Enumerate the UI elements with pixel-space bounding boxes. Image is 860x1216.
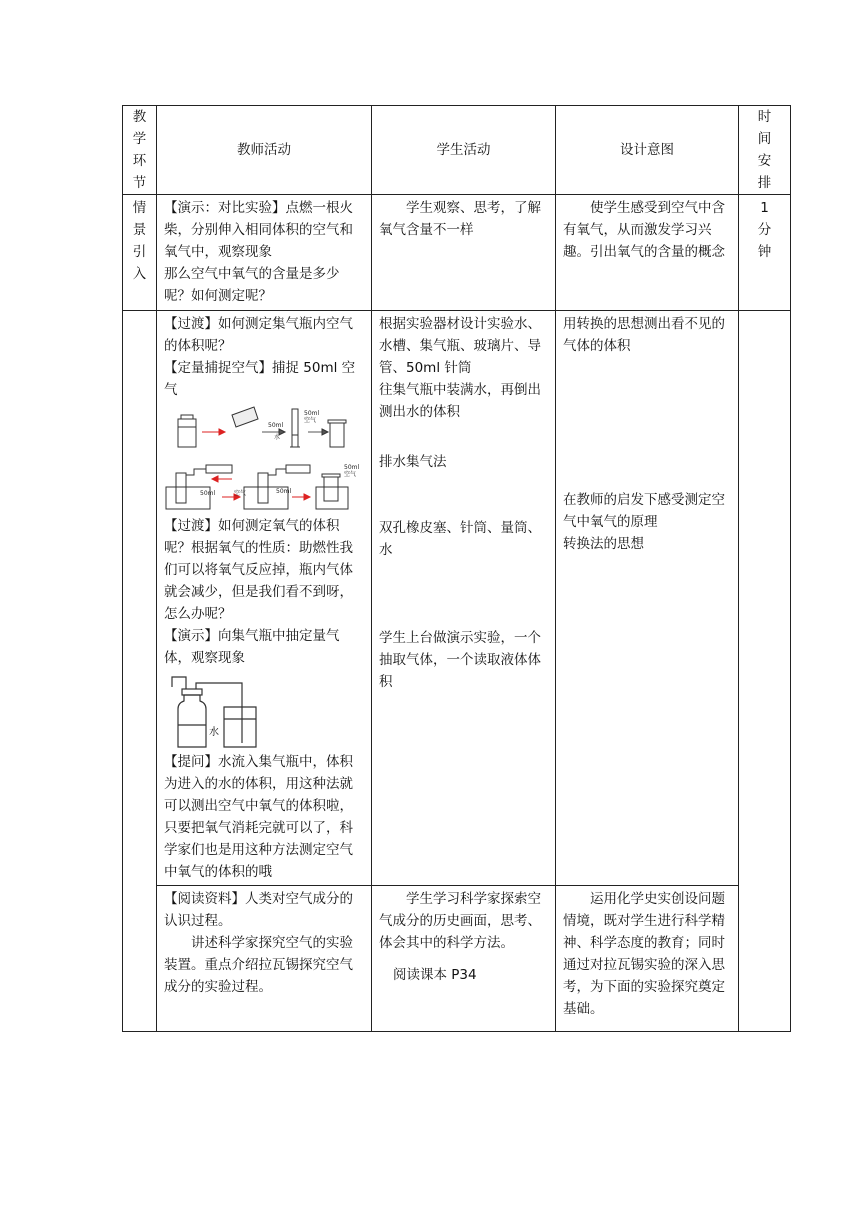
student-intro: 学生观察、思考，了解氧气含量不一样 (372, 195, 556, 311)
student-explore: 根据实验器材设计实验水、水槽、集气瓶、玻璃片、导管、50ml 针筒 往集气瓶中装满水，再倒出测出水的体积 排水集气法 双孔橡皮塞、针筒、量筒、水 学生上台做演示实验，一个抽取气体，一个读取液体体积 (372, 311, 556, 886)
teacher-intro: 【演示：对比实验】点燃一根火柴，分别伸入相同体积的空气和氧气中，观察现象 那么空气中氧气的含量是多少呢？如何测定呢？ (157, 195, 372, 311)
fig2-air-label: 空气 (234, 490, 247, 497)
stage-explore (123, 311, 157, 1032)
row-explore (123, 311, 791, 886)
header-time: 时 间 安 排 (739, 106, 791, 195)
gas-extraction-apparatus-figure (164, 673, 260, 749)
intent-intro: 使学生感受到空气中含有氧气，从而激发学习兴趣。引出氧气的含量的概念 (556, 195, 739, 311)
header-student: 学生活动 (372, 106, 556, 195)
row-intro (123, 195, 791, 311)
fig1-volume-label-2: 50ml (304, 410, 320, 417)
row-reading (123, 886, 791, 1032)
time-explore (739, 311, 791, 1032)
lesson-plan-table (122, 105, 791, 1032)
header-teacher: 教师活动 (157, 106, 372, 195)
time-intro: 1 分 钟 (739, 195, 791, 311)
fig1-volume-label: 50ml (268, 422, 284, 429)
intent-reading: 运用化学史实创设问题情境，既对学生进行科学精神、科学态度的教育；同时通过对拉瓦锡实验的深入思考，为下面的实验探究奠定基础。 (556, 886, 739, 1032)
intent-explore: 用转换的思想测出看不见的气体的体积 在教师的启发下感受测定空气中氧气的原理 转换法的思想 (556, 311, 739, 886)
teacher-explore: 【过渡】如何测定集气瓶内空气的体积呢？ 【定量捕捉空气】捕捉 50ml 空气 50ml 水 50ml 空气 50ml 空气 50ml 50ml 空气 【过渡】如何测定氧气的体积呢？根据氧气的性质：助燃性我们可以将氧气反应掉，瓶内气体就会减少，但是我们看不到呀，怎么办呢？ 【演示】向集气瓶中抽定量气体，观察现象 水 【提问】水流入集气瓶中，体积为进入的水的体积，用这种法就可以测出空气中氧气的体积啦，只要把氧气消耗完就可以了，科学家们也是用这种方法测定空气中氧气的体积的哦 (157, 311, 372, 886)
teacher-reading: 【阅读资料】人类对空气成分的认识过程。 讲述科学家探究空气的实验装置。重点介绍拉瓦锡探究空气成分的实验过程。 (157, 886, 372, 1032)
student-reading: 学生学习科学家探索空气成分的历史画面，思考、体会其中的科学方法。 阅读课本 P34 (372, 886, 556, 1032)
fig2-volume-label-2: 50ml (276, 488, 292, 495)
header-stage: 教 学 环 节 (123, 106, 157, 195)
fig1-air-label: 空气 (304, 417, 317, 424)
fig3-water-label: 水 (209, 727, 219, 738)
fig2-air-label-2: 空气 (344, 471, 357, 478)
fig2-volume-label: 50ml (200, 490, 216, 497)
fig2-volume-label-3: 50ml (344, 464, 360, 471)
header-row (123, 106, 791, 195)
fig1-water-label: 水 (274, 434, 281, 441)
header-intent: 设计意图 (556, 106, 739, 195)
air-capture-figure-2 (164, 457, 372, 513)
stage-intro: 情 景 引 入 (123, 195, 157, 311)
air-capture-figure-1 (164, 405, 364, 453)
